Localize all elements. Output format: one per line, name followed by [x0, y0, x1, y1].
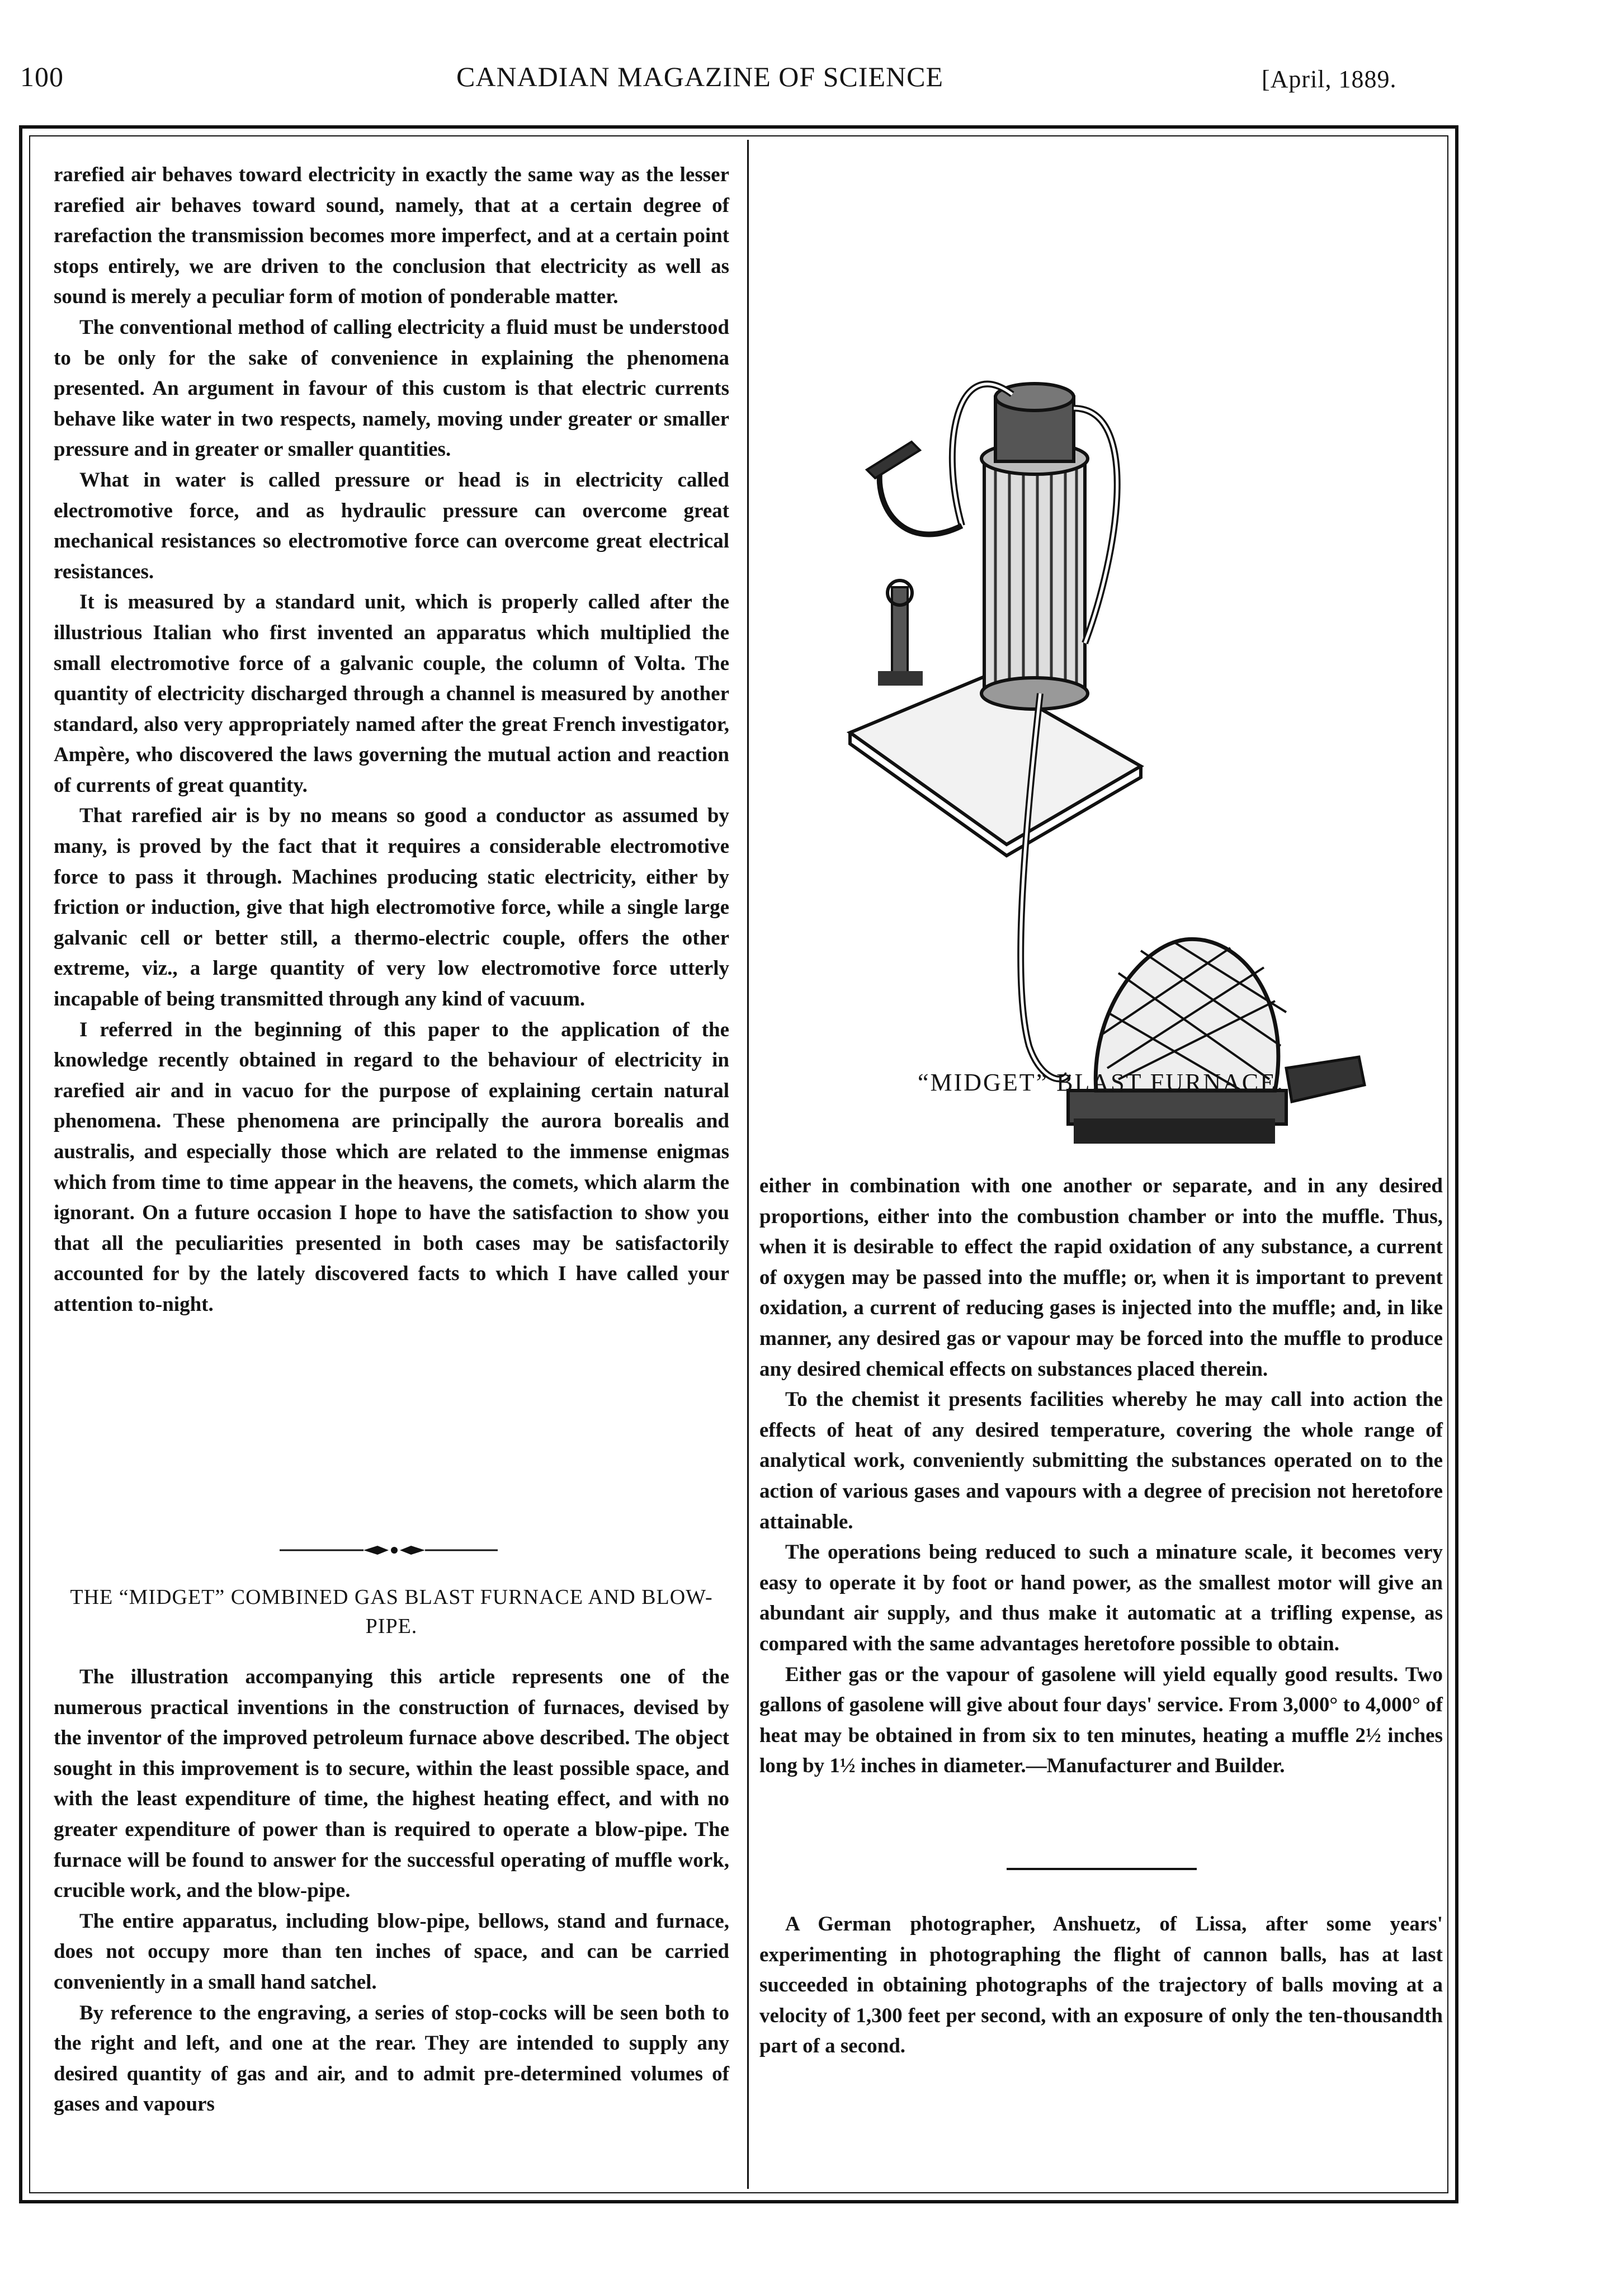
paragraph: either in combination with one another or separate, and in any desired proportions, either into the combustion chamber or into the muffle. Thus, when it is desirable to effect the rapid oxidation of any substance, a current of oxygen may be passed into the muffle; or, when it is important to prevent oxidation, a current of reducing gases is injected into the muffle; and, in like manner, any desired gas or vapour may be forced into the muffle to produce any desired chemical effects on substances placed therein.	[759, 1174, 1443, 1381]
figure-caption: “MIDGET” BLAST FURNACE.	[917, 1069, 1285, 1096]
paragraph: A German photographer, Anshuetz, of Lissa, after some years' experimenting in photographing the flight of cannon balls, has at last succeeded in obtaining photographs of the trajectory of balls moving at a velocity of 1,300 feet per second, with an exposure of only the ten-thousandth part of a second.	[759, 1913, 1443, 2058]
right-column-note	[759, 1909, 1443, 2062]
journal-title: CANADIAN MAGAZINE OF SCIENCE	[456, 61, 944, 92]
ornamental-rule	[280, 1544, 498, 1557]
paragraph: It is measured by a standard unit, which is properly called after the illustrious Italian who first invented an apparatus which multiplied the small electromotive force of a galvanic couple, the column of Volta. The quantity of electricity discharged through a channel is measured by another standard, also very appropriately named after the great French investigator, Ampère, who discovered the laws governing the mutual action and reaction of currents of great quantity.	[54, 591, 729, 797]
paragraph: That rarefied air is by no means so good a conductor as assumed by many, is proved by the fact that it requires a considerable electromotive force to pass it through. Machines producing static electricity, either by friction or induction, give that high electromotive force, while a single large galvanic cell or better still, a thermo-electric couple, offers the other extreme, viz., a large quantity of very low electromotive force utterly incapable of being transmitted through any kind of vacuum.	[54, 804, 729, 1011]
paragraph: The conventional method of calling electricity a fluid must be understood to be only for the sake of convenience in explaining the phenomena presented. An argument in favour of this custom is that electric currents behave like water in two respects, namely, moving under greater or smaller pressure and in greater or smaller quantities.	[54, 315, 729, 461]
paragraph: The illustration accompanying this article represents one of the numerous practical inventions in the construction of furnaces, devised by the inventor of the improved petroleum furnace above described. The object sought in this improvement is to secure, within the least possible space, and with the least expenditure of time, the highest heating effect, and with no greater expenditure of power than is required to operate a blow-pipe. The furnace will be found to answer for the successful operating of muffle work, crucible work, and the blow-pipe.	[54, 1665, 729, 1903]
paragraph: What in water is called pressure or head is in electricity called electromotive force, and as hydraulic pressure can overcome great mechanical resistances so electromotive force can overcome great electrical resistances.	[54, 468, 729, 583]
page-frame	[19, 125, 1458, 2203]
running-head	[20, 60, 1429, 105]
paragraph: rarefied air behaves toward electricity in exactly the same way as the lesser rarefied air behaves toward sound, namely, that at a certain degree of rarefaction the transmission becomes more imperfect, and at a certain point stops entirely, we are driven to the conclusion that electricity as well as sound is merely a peculiar form of motion of ponderable matter.	[54, 163, 729, 309]
right-column-bottom	[759, 1171, 1443, 1782]
page-number: 100	[20, 61, 64, 92]
paragraph: The entire apparatus, including blow-pipe, bellows, stand and furnace, does not occupy more than ten inches of space, and can be carried conveniently in a small hand satchel.	[54, 1909, 729, 1994]
paragraph: The operations being reduced to such a minature scale, it becomes very easy to operate it by foot or hand power, as the smallest motor will give an abundant air supply, and thus make it automatic at a trifling expense, as compared with the same advantages heretofore possible to obtain.	[759, 1541, 1443, 1655]
paragraph: I referred in the beginning of this paper to the application of the knowledge recently obtained in regard to the behaviour of electricity in rarefied air and in vacuo for the purpose of explaining certain natural phenomena. These phenomena are principally the aurora borealis and australis, and especially those which are related to the immense enigmas which from time to time appear in the heavens, the comets, which alarm the ignorant. On a future occasion I hope to have the satisfaction to show you that all the peculiarities presented in both cases may be satisfactorily accounted for by the lately discovered facts to which I have called your attention to-night.	[54, 1018, 729, 1316]
left-column-bottom	[54, 1662, 729, 2120]
section-divider	[1007, 1868, 1197, 1870]
issue-date: [April, 1889.	[1262, 65, 1397, 93]
left-column-top	[54, 160, 729, 1320]
paragraph: To the chemist it presents facilities whereby he may call into action the effects of heat of any desired temperature, covering the whole range of analytical work, conveniently submitting the substances operated on to the action of various gases and vapours with a degree of precision not heretofore attainable.	[759, 1388, 1443, 1533]
column-rule	[747, 140, 749, 2189]
paragraph: By reference to the engraving, a series of stop-cocks will be seen both to the right and left, and one at the rear. They are intended to supply any desired quantity of gas and air, and to admit pre-determined volumes of gases and vapours	[54, 2001, 729, 2116]
paragraph: Either gas or the vapour of gasolene will yield equally good results. Two gallons of gasolene will give about four days' service. From 3,000° to 4,000° of heat may be obtained in from six to ten minutes, heating a muffle 2½ inches long by 1½ inches in diameter.—Manufacturer and Builder.	[759, 1663, 1443, 1778]
section-heading: THE “MIDGET” COMBINED GAS BLAST FURNACE AND BLOW-PIPE.	[70, 1585, 713, 1638]
